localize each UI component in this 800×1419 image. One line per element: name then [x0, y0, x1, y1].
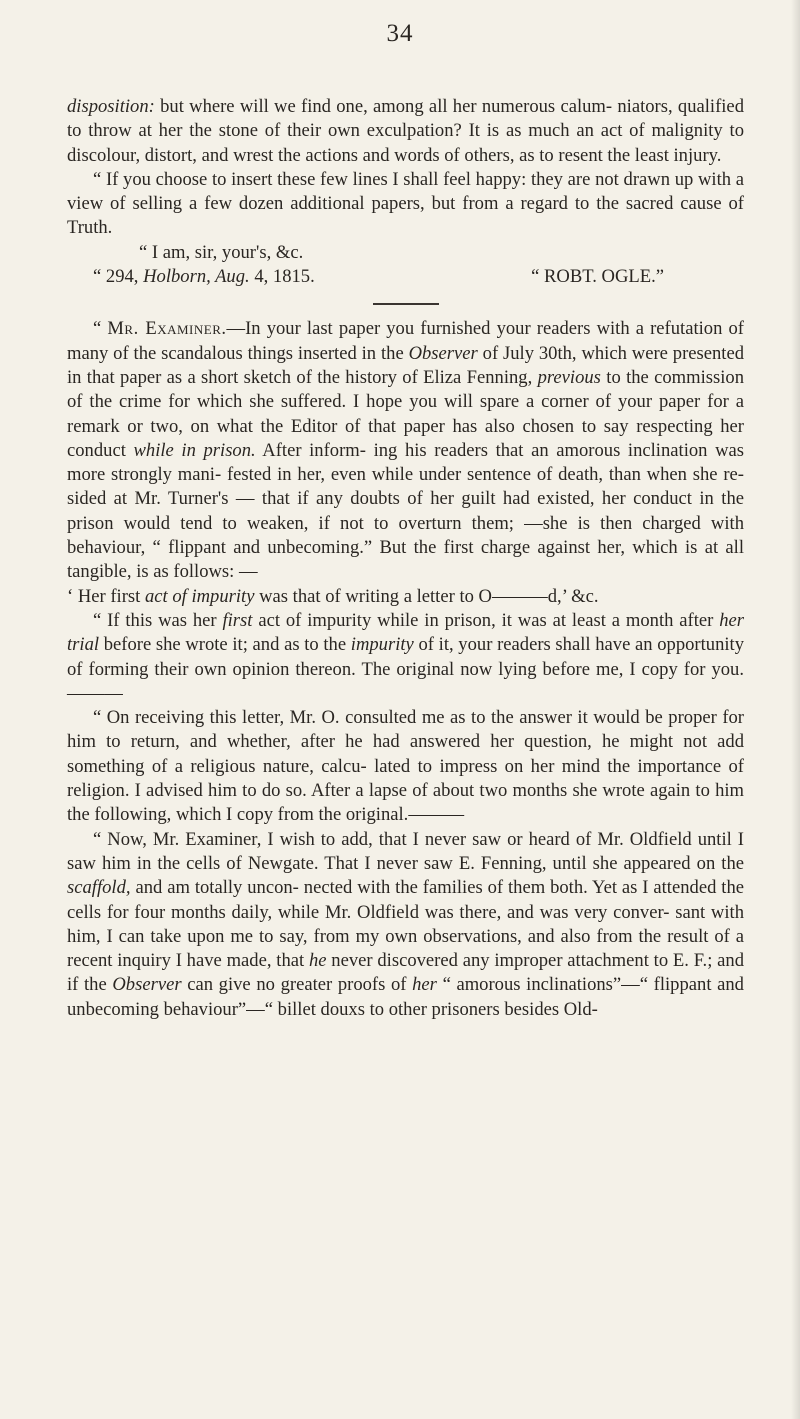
paragraph-now-mr-examiner: “ Now, Mr. Examiner, I wish to add, that I never saw or heard of Mr. Oldfield until I saw him in the cells of Newgate. That I never saw E. Fenning, until she appeared on the scaffold, and am totally uncon- nected with the families of them both. Yet as I attended the cells for four months daily, while Mr. Oldfield was there, and was very conver- sant with him, I can take upon me to say, from my own observations, and also from the result of a recent inquiry I have made, that he never discovered any improper attachment to E. F.; and if the Observer can give no greater proofs of her “ amorous inclinations”—“ flippant and unbecoming behaviour”—“ billet douxs to other prisoners besides Old- [67, 828, 744, 1020]
paragraph-continuation [67, 95, 744, 168]
paragraph-closing-remark: “ If you choose to insert these few lines I shall feel happy: they are not drawn up with a view of selling a few dozen additional papers, but from a regard to the sacred cause of Truth. [67, 168, 744, 239]
page-body [67, 95, 744, 1022]
salutation: Mr. Examiner. [107, 318, 227, 340]
paragraph-receiving-letter: “ On receiving this letter, Mr. O. consulted me as to the answer it would be proper for him to return, and whether, after he had answered her question, he might not add something of a religious nature, calcu- lated to impress on her mind the importance of religion. I advised him to do so. After a lapse of about two months she wrote again to him the following, which I copy from the original.——— [67, 707, 744, 826]
section-divider [373, 303, 439, 305]
letter-signature: “ ROBT. OGLE.” [531, 266, 664, 288]
letter-address: “ 294, Holborn, Aug. 4, 1815. [93, 266, 315, 288]
signature-line [67, 265, 744, 289]
page-number: 34 [386, 20, 414, 47]
page-edge-shadow [791, 0, 800, 1419]
paragraph-letter-to-examiner: “ Mr. Examiner.—In your last paper you furnished your readers with a refutation of many of the scandalous things inserted in the Observer of July 30th, which were presented in that paper as a short sketch of the history of Eliza Fenning, previous to the commission of the crime for which she suffered. I hope you will spare a corner of your paper for a remark or two, on what the Editor of that paper has also chosen to say respecting her conduct while in prison. After inform- ing his readers that an amorous inclination was more strongly mani- fested in her, even while under sentence of death, than when she re- sided at Mr. Turner's — that if any doubts of her guilt had existed, her conduct in the prison would tend to weaken, if not to overturn them; —she is then charged with behaviour, “ flippant and unbecoming.” But the first charge against her, which is at all tangible, is as follows: — ‘ Her first act of impurity was that of writing a letter to O———d,’ &c. [67, 318, 745, 607]
italic-lead: disposition: [67, 96, 155, 117]
paragraph-first-act: “ If this was her first act of impurity while in prison, it was at least a month after her trial before she wrote it; and as to the impurity of it, your readers shall have an opportunity of forming their own opinion thereon. The original now lying before me, I copy for you.——— [67, 609, 745, 704]
letter-closing: “ I am, sir, your's, &c. [139, 241, 304, 263]
paragraph-text: but where will we find one, among all her numerous calum- niators, qualified to throw at her the stone of their own exculpation? It is as much an act of malignity to discolour, distort, and wrest the actions and words of others, as to resent the least injury. [67, 96, 744, 166]
